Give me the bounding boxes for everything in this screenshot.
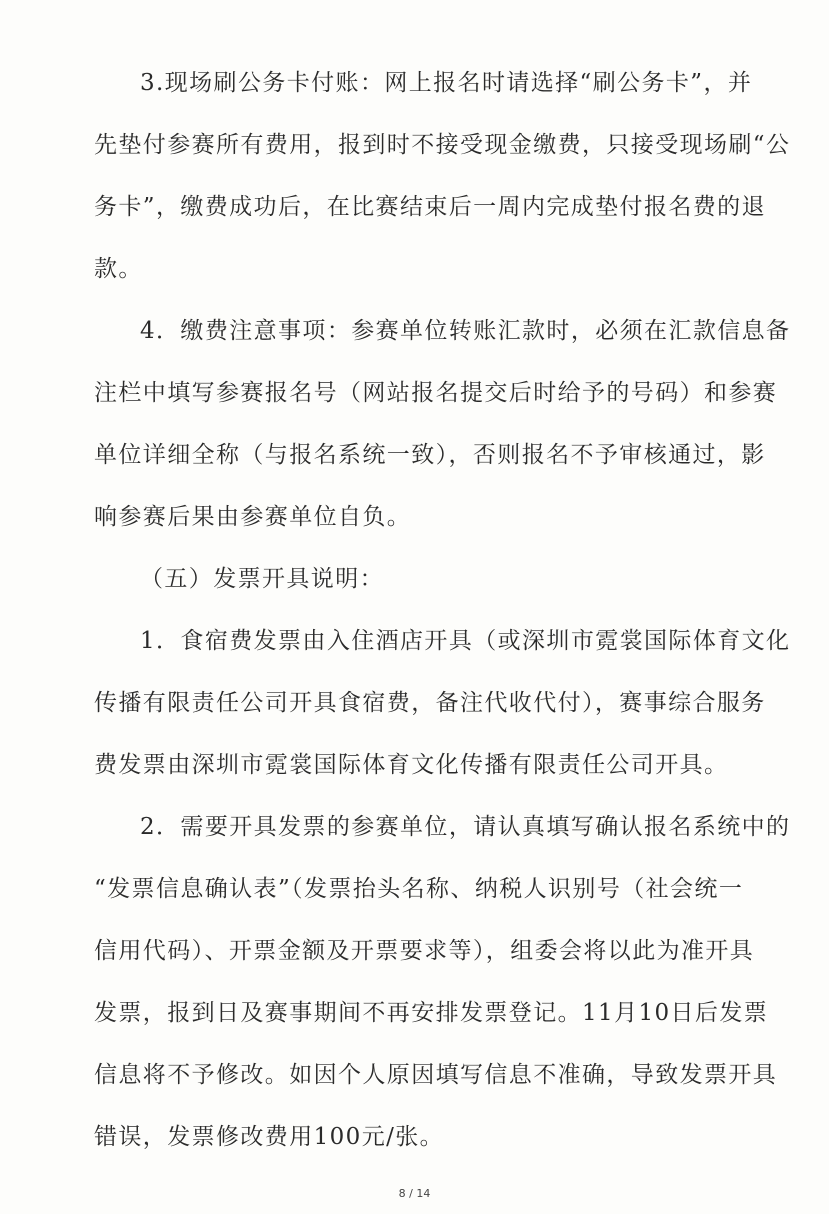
text-line: 款。 (94, 256, 143, 282)
section-heading-invoice (94, 548, 759, 610)
text-line: 信用代码）、开票金额及开票要求等），组委会将以此为准开具 (94, 938, 755, 964)
section-heading: （五）发票开具说明： (140, 566, 384, 592)
text-line: 信息将不予修改。如因个人原因填写信息不准确，导致发票开具 (94, 1062, 778, 1088)
text-line: 传播有限责任公司开具食宿费，备注代收代付），赛事综合服务 (94, 690, 766, 716)
text-line: 2．需要开具发票的参赛单位，请认真填写确认报名系统中的 (140, 814, 791, 840)
text-line: 1．食宿费发票由入住酒店开具（或深圳市霓裳国际体育文化 (140, 628, 791, 654)
text-line: 先垫付参赛所有费用，报到时不接受现金缴费，只接受现场刷“公 (94, 132, 791, 158)
page-number: 8 / 14 (398, 1187, 431, 1200)
text-line: 发票，报到日及赛事期间不再安排发票登记。11月10日后发票 (94, 1000, 769, 1026)
text-line: 响参赛后果由参赛单位自负。 (94, 504, 412, 530)
text-line: 务卡”，缴费成功后，在比赛结束后一周内完成垫付报名费的退 (94, 194, 766, 220)
text-line: 注栏中填写参赛报名号（网站报名提交后时给予的号码）和参赛 (94, 380, 778, 406)
paragraph-card-payment (94, 52, 791, 300)
paragraph-payment-notes (94, 300, 791, 548)
text-line: 3.现场刷公务卡付账：网上报名时请选择“刷公务卡”，并 (140, 70, 753, 96)
text-line: “发票信息确认表”（发票抬头名称、纳税人识别号（社会统一 (94, 876, 744, 902)
text-line: 4．缴费注意事项：参赛单位转账汇款时，必须在汇款信息备 (140, 318, 791, 344)
paragraph-invoice-2 (94, 796, 791, 1168)
paragraph-invoice-1 (94, 610, 791, 796)
text-line: 错误，发票修改费用100元/张。 (94, 1124, 445, 1150)
text-line: 单位详细全称（与报名系统一致），否则报名不予审核通过，影 (94, 442, 766, 468)
text-line: 费发票由深圳市霓裳国际体育文化传播有限责任公司开具。 (94, 752, 729, 778)
